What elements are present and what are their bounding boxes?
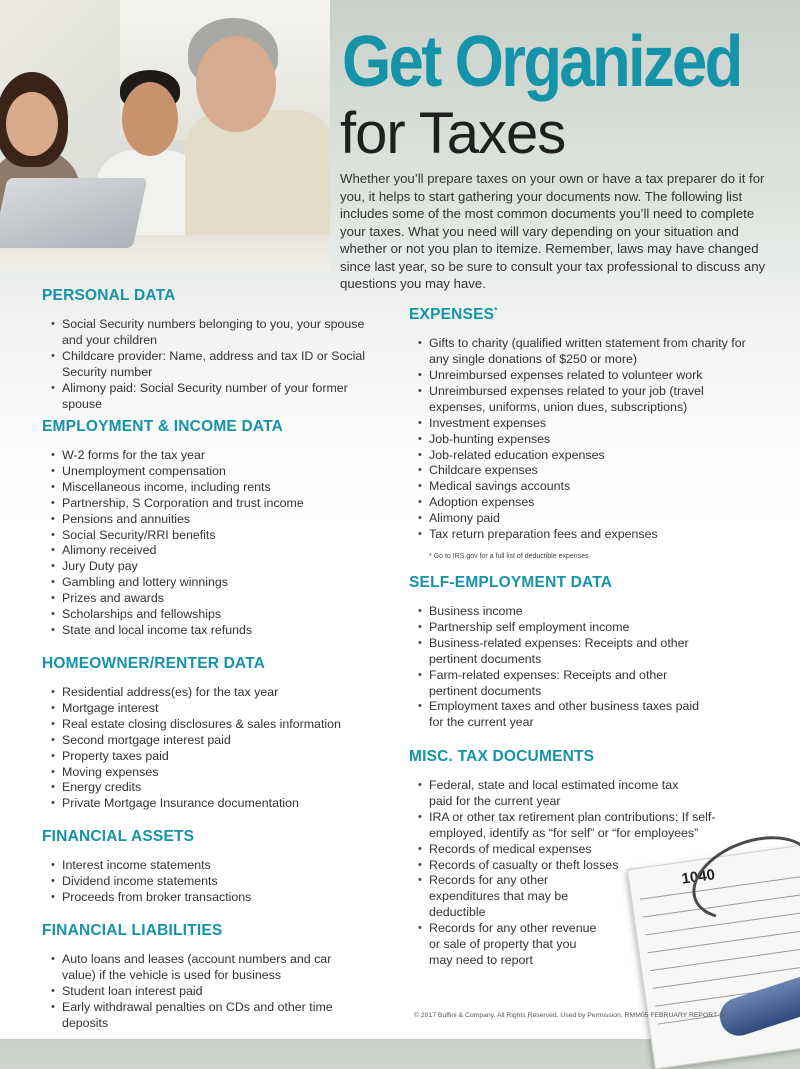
expenses-footnote: * Go to IRS.gov for a full list of deductible expenses — [429, 552, 589, 560]
section-title: MISC. TAX DOCUMENTS — [409, 748, 595, 765]
copyright-notice: © 2017 Buffini & Company. All Rights Reserved. Used by Permission. RMM05 FEBRUARY REPORT S — [414, 1012, 724, 1019]
list-item: • Partnership self employment income — [429, 620, 699, 636]
list-item: • Unreimbursed expenses related to volunteer work — [429, 368, 759, 384]
list-item: • Prizes and awards — [62, 591, 382, 607]
item-list — [42, 858, 382, 906]
list-item: • Unemployment compensation — [62, 464, 382, 480]
list-item: • Records of casualty or theft losses — [429, 858, 679, 874]
list-item: • Childcare provider: Name, address and tax ID or Social Security number — [62, 349, 382, 381]
list-item: • Alimony paid — [429, 511, 759, 527]
laptop — [0, 178, 147, 248]
item-list — [409, 336, 759, 543]
hero-photo — [0, 0, 330, 270]
footnote-mark: * — [494, 306, 498, 315]
list-item: • Student loan interest paid — [62, 984, 362, 1000]
section-title: HOMEOWNER/RENTER DATA — [42, 655, 266, 672]
section-homeowner-renter — [42, 655, 382, 812]
list-item: • Tax return preparation fees and expenses — [429, 527, 759, 543]
advisor-face — [196, 36, 276, 132]
list-item: • Jury Duty pay — [62, 559, 382, 575]
list-item: • Gifts to charity (qualified written statement from charity for any single donations of $250 or more) — [429, 336, 759, 368]
list-item: • Pensions and annuities — [62, 512, 382, 528]
list-item: • Alimony received — [62, 543, 382, 559]
list-item: • Gambling and lottery winnings — [62, 575, 382, 591]
list-item: • Childcare expenses — [429, 463, 759, 479]
list-item: • Property taxes paid — [62, 749, 382, 765]
item-list — [42, 448, 382, 639]
list-item: • Records for any other expenditures that may be deductible — [429, 873, 619, 921]
section-financial-assets — [42, 828, 382, 906]
list-item: • Adoption expenses — [429, 495, 759, 511]
list-item: • Mortgage interest — [62, 701, 382, 717]
list-item: • Private Mortgage Insurance documentation — [62, 796, 382, 812]
list-item: • Social Security numbers belonging to you, your spouse and your children — [62, 317, 382, 349]
list-item: • Moving expenses — [62, 765, 382, 781]
form-number: 1040 — [680, 866, 717, 888]
section-title: PERSONAL DATA — [42, 287, 176, 304]
list-item: • Proceeds from broker transactions — [62, 890, 382, 906]
section-misc-tax-documents — [409, 748, 719, 969]
section-title — [409, 306, 759, 324]
list-item: • Scholarships and fellowships — [62, 607, 382, 623]
section-self-employment — [409, 574, 699, 731]
section-personal-data — [42, 287, 382, 412]
list-item: • Partnership, S Corporation and trust income — [62, 496, 382, 512]
list-item: • Miscellaneous income, including rents — [62, 480, 382, 496]
list-item: • Business-related expenses: Receipts and other pertinent documents — [429, 636, 699, 668]
list-item: • Investment expenses — [429, 416, 759, 432]
item-list — [42, 317, 382, 412]
item-list — [42, 952, 362, 1032]
list-item: • Second mortgage interest paid — [62, 733, 382, 749]
list-item: • Social Security/RRI benefits — [62, 528, 382, 544]
item-list — [42, 685, 382, 812]
list-item: • Federal, state and local estimated income tax paid for the current year — [429, 778, 679, 810]
list-item: • Unreimbursed expenses related to your job (travel expenses, uniforms, union dues, subscriptions) — [429, 384, 759, 416]
list-item: • IRA or other tax retirement plan contributions: If self-employed, identify as “for self” or “for employees” — [429, 810, 729, 842]
intro-paragraph: Whether you’ll prepare taxes on your own or have a tax preparer do it for you, it helps to start gathering your documents now. The following list includes some of the most common documents you’ll need to complete your taxes. What you need will vary depending on your situation and whether or not you plan to itemize. Remember, laws may have changed since last year, so be sure to consult your tax professional to discuss any questions you may have. — [340, 171, 766, 291]
list-item: • Records of medical expenses — [429, 842, 679, 858]
list-item: • Business income — [429, 604, 699, 620]
list-item: • Early withdrawal penalties on CDs and other time deposits — [62, 1000, 362, 1032]
section-financial-liabilities — [42, 922, 362, 1032]
section-title: FINANCIAL ASSETS — [42, 828, 195, 845]
section-expenses — [409, 306, 759, 560]
section-title-text: EXPENSES — [409, 306, 495, 324]
list-item: • Interest income statements — [62, 858, 382, 874]
list-item: • Dividend income statements — [62, 874, 382, 890]
young-man-face — [122, 82, 178, 156]
list-item: • Employment taxes and other business taxes paid for the current year — [429, 699, 699, 731]
list-item: • Job-hunting expenses — [429, 432, 759, 448]
list-item: • W-2 forms for the tax year — [62, 448, 382, 464]
item-list — [409, 604, 699, 731]
list-item: • Alimony paid: Social Security number of your former spouse — [62, 381, 382, 413]
list-item: • Records for any other revenue or sale of property that you may need to report — [429, 921, 599, 969]
section-employment-income — [42, 418, 382, 639]
list-item: • Job-related education expenses — [429, 448, 759, 464]
list-item: • Medical savings accounts — [429, 479, 759, 495]
list-item: • Real estate closing disclosures & sales information — [62, 717, 382, 733]
section-title: EMPLOYMENT & INCOME DATA — [42, 418, 284, 435]
list-item: • Energy credits — [62, 780, 382, 796]
page-title: Get Organized — [342, 22, 741, 102]
woman-face — [6, 92, 58, 156]
section-title: FINANCIAL LIABILITIES — [42, 922, 223, 939]
list-item: • Auto loans and leases (account numbers and car value) if the vehicle is used for business — [62, 952, 362, 984]
section-title: SELF-EMPLOYMENT DATA — [409, 574, 613, 591]
list-item: • Farm-related expenses: Receipts and other pertinent documents — [429, 668, 699, 700]
list-item: • Residential address(es) for the tax year — [62, 685, 382, 701]
page-subtitle: for Taxes — [340, 101, 566, 166]
list-item: • State and local income tax refunds — [62, 623, 382, 639]
